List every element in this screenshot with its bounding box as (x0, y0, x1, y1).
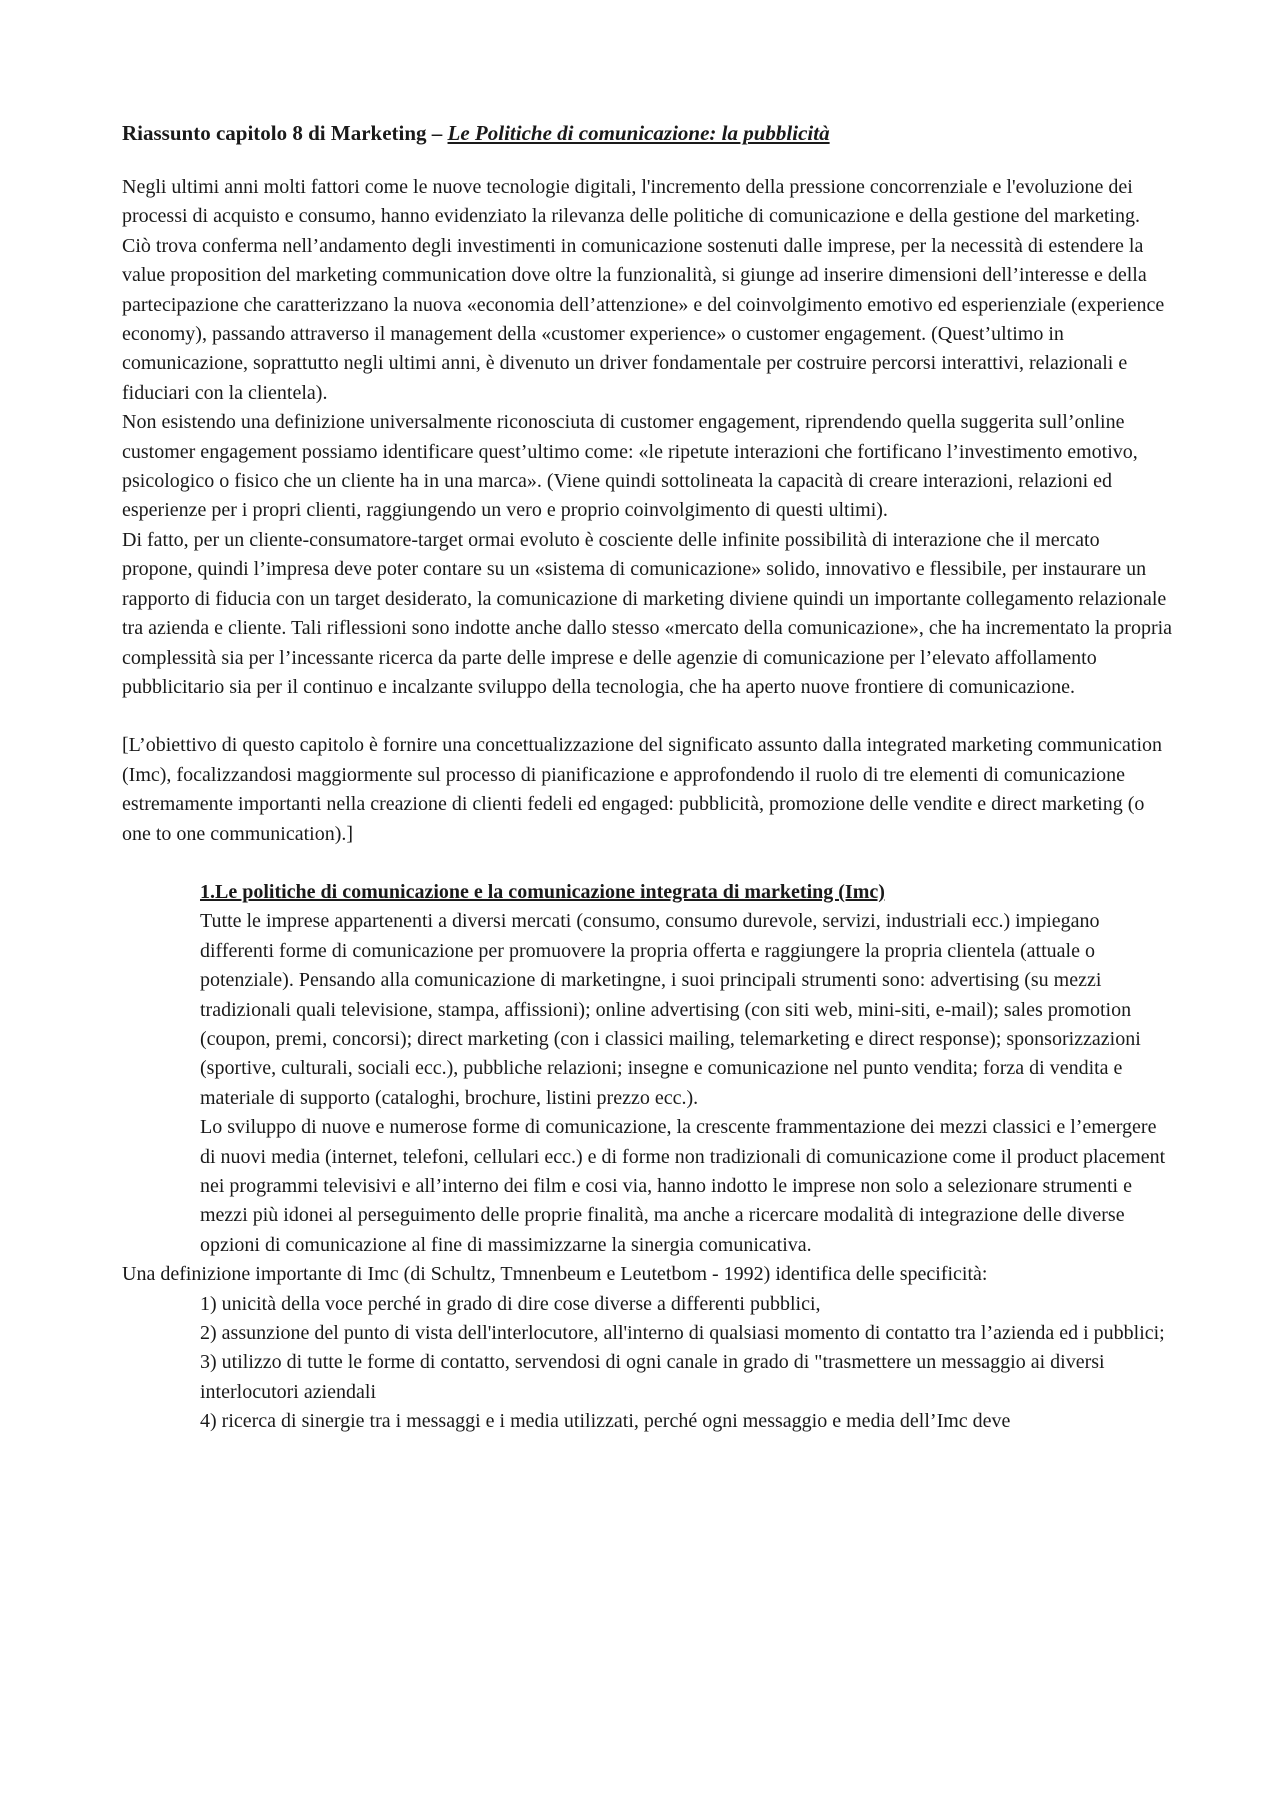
definition-item: 4) ricerca di sinergie tra i messaggi e i media utilizzati, perché ogni messaggio e media dell’Imc deve (200, 1410, 1011, 1433)
title-main: Riassunto capitolo 8 di Marketing (122, 121, 427, 145)
intro-paragraph-3: Non esistendo una definizione universalmente riconosciuta di customer engagement, riprendendo quella suggerita sull’online customer engagement possiamo identificare quest’ultimo come: «le ripetute interazioni che fortificano l’investimento emotivo, psicologico o fisico che un cliente ha in una marca». (Viene quindi sottolineata la capacità di creare interazioni, relazioni ed esperienze per i propri clienti, raggiungendo un vero e proprio coinvolgimento di questi ultimi). (122, 411, 1138, 522)
section-1 (200, 878, 1174, 1260)
intro-paragraph-1: Negli ultimi anni molti fattori come le nuove tecnologie digitali, l'incremento della pressione concorrenziale e l'evoluzione dei processi di acquisto e consumo, hanno evidenziato la rilevanza delle politiche di comunicazione e della gestione del marketing. (122, 176, 1140, 228)
definition-item: 2) assunzione del punto di vista dell'interlocutore, all'interno di qualsiasi momento di contatto tra l’azienda ed i pubblici; (200, 1322, 1165, 1345)
document-title (122, 118, 1174, 148)
definition-item: 1) unicità della voce perché in grado di dire cose diverse a differenti pubblici, (200, 1292, 821, 1315)
chapter-objective: [L’obiettivo di questo capitolo è fornire una concettualizzazione del significato assunto dalla integrated marketing communication (Imc), focalizzandosi maggiormente sul processo di pianificazione e approfondendo il ruolo di tre elementi di comunicazione estremamente importanti nella creazione di clienti fedeli ed engaged: pubblicità, promozione delle vendite e direct marketing (o one to one communication).] (122, 734, 1163, 845)
section-1-paragraph-2: Lo sviluppo di nuove e numerose forme di comunicazione, la crescente frammentazione dei mezzi classici e l’emergere di nuovi media (internet, telefoni, cellulari ecc.) e di forme non tradizionali di comunicazione come il product placement nei programmi televisivi e all’interno dei film e cosi via, hanno indotto le imprese non solo a selezionare strumenti e mezzi più idonei al perseguimento delle proprie finalità, ma anche a ricercare modalità di integrazione delle diverse opzioni di comunicazione al fine di massimizzarne la sinergia comunicativa. (200, 1116, 1166, 1256)
title-dash: – (426, 121, 448, 145)
definition-item: 3) utilizzo di tutte le forme di contatto, servendosi di ogni canale in grado di "trasmettere un messaggio ai diversi interlocutori aziendali (200, 1351, 1105, 1403)
document-page (122, 118, 1174, 1437)
section-1-heading: 1.Le politiche di comunicazione e la comunicazione integrata di marketing (Imc) (200, 880, 885, 903)
intro-paragraph-4: Di fatto, per un cliente-consumatore-target ormai evoluto è cosciente delle infinite possibilità di interazione che il mercato propone, quindi l’impresa deve poter contare su un «sistema di comunicazione» solido, innovativo e flessibile, per instaurare un rapporto di fiducia con un target desiderato, la comunicazione di marketing diviene quindi un importante collegamento relazionale tra azienda e cliente. Tali riflessioni sono indotte anche dallo stesso «mercato della comunicazione», che ha incrementato la propria complessità sia per l’incessante ricerca da parte delle imprese e delle agenzie di comunicazione per l’elevato affollamento pubblicitario sia per il continuo e incalzante sviluppo della tecnologia, che ha aperto nuove frontiere di comunicazione. (122, 528, 1173, 698)
definition-intro: Una definizione importante di Imc (di Schultz, Tmnenbeum e Leutetbom - 1992) identifica delle specificità: (122, 1263, 988, 1286)
intro-paragraph-2: Ciò trova conferma nell’andamento degli investimenti in comunicazione sostenuti dalle imprese, per la necessità di estendere la value proposition del marketing communication dove oltre la funzionalità, si giunge ad inserire dimensioni dell’interesse e della partecipazione che caratterizzano la nuova «economia dell’attenzione» e del coinvolgimento emotivo ed esperienziale (experience economy), passando attraverso il management della «customer experience» o customer engagement. (Quest’ultimo in comunicazione, soprattutto negli ultimi anni, è divenuto un driver fondamentale per costruire percorsi interattivi, relazionali e fiduciari con la clientela). (122, 234, 1165, 404)
definition-list (122, 1290, 1174, 1437)
section-1-paragraph-1: Tutte le imprese appartenenti a diversi mercati (consumo, consumo durevole, servizi, industriali ecc.) impiegano differenti forme di comunicazione per promuovere la propria offerta e raggiungere la propria clientela (attuale o potenziale). Pensando alla comunicazione di marketingne, i suoi principali strumenti sono: advertising (su mezzi tradizionali quali televisione, stampa, affissioni); online advertising (con siti web, mini-siti, e-mail); sales promotion (coupon, premi, concorsi); direct marketing (con i classici mailing, telemarketing e direct response); sponsorizzazioni (sportive, culturali, sociali ecc.), pubbliche relazioni; insegne e comunicazione nel punto vendita; forza di vendita e materiale di supporto (cataloghi, brochure, listini prezzo ecc.). (200, 910, 1141, 1109)
title-subtitle: Le Politiche di comunicazione: la pubblicità (447, 121, 830, 145)
